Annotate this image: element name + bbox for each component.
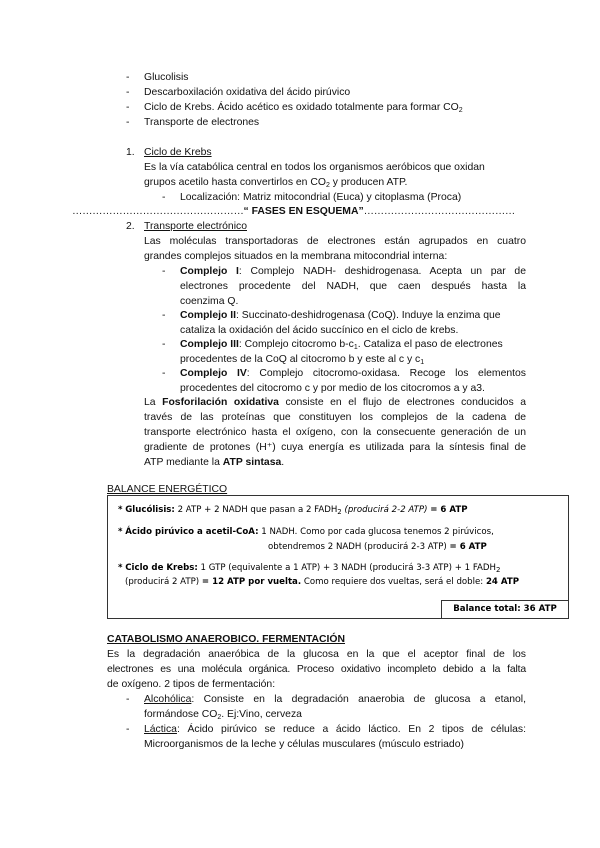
fosforilacion-line: través de las proteínas que constituyen los complejos de la cadena de — [144, 412, 526, 423]
krebs-line: Es la vía catabólica central en todos los organismos aeróbicos que oxidan — [144, 162, 485, 173]
transporte-line: grandes complejos situados en la membrana mitocondrial interna: — [144, 251, 448, 262]
bullet-dash: - — [162, 192, 166, 203]
lactica-item: Láctica: Ácido pirúvico se reduce a ácido láctico. En 2 tipos de células: — [144, 724, 526, 735]
alcoholica-line: formándose $CO_2$. Ej:Vino, cerveza — [144, 709, 302, 721]
bullet-dash: - — [126, 724, 130, 735]
fosforilacion-line: La Fosforilación oxidativa consiste en el flujo de electrones conducidos a — [144, 397, 526, 408]
krebs-localizacion: Localización: Matriz mitocondrial (Euca) y citoplasma (Proca) — [180, 192, 462, 203]
fosforilacion-line: gradiente de protones (H⁺) cuya energía es utilizada para la síntesis final de — [144, 442, 526, 453]
complejo-line: electrones procedente del NADH, que caen después hasta la — [180, 281, 526, 292]
complejo-line: procedentes del citocromo c y por medio de los citocromos a y a3. — [180, 383, 485, 394]
intro-item: Ciclo de Krebs. Ácido acético es oxidado totalmente para formar $CO_2$ — [144, 102, 463, 114]
section-number: 1. — [126, 147, 135, 158]
bullet-dash: - — [162, 266, 166, 277]
balance-heading: BALANCE ENERGÉTICO — [107, 484, 228, 495]
complejo-ii: Complejo II: Succinato-deshidrogenasa (CoQ). Induye la enzima que — [180, 310, 501, 321]
intro-item: Transporte de electrones — [144, 117, 260, 128]
balance-krebs-line: (producirá 2 ATP) = 12 ATP por vuelta. Como requiere dos vueltas, será el doble: 24 ATP — [125, 577, 520, 587]
complejo-iii: Complejo III: Complejo citocromo $b-c_1$. Cataliza el paso de electrones — [180, 339, 503, 351]
complejo-line: cataliza la oxidación del ácido succínico en el ciclo de krebs. — [180, 325, 459, 336]
transporte-line: Las moléculas transportadoras de electrones están agrupados en cuatro — [144, 236, 526, 247]
bullet-dash: - — [126, 694, 130, 705]
intro-item: Descarboxilación oxidativa del ácido pirúvico — [144, 87, 351, 98]
transporte-title: Transporte electrónico — [144, 221, 247, 232]
bullet-dash: - — [126, 72, 130, 83]
balance-piruvico-line: obtendremos 2 NADH (producirá 2-3 ATP) = 6 ATP — [268, 542, 487, 552]
fermentacion-heading: CATABOLISMO ANAEROBICO. FERMENTACIÓN — [107, 634, 346, 645]
balance-box — [107, 495, 569, 619]
fosforilacion-line: ATP mediante la ATP sintasa. — [144, 457, 285, 468]
bullet-dash: - — [162, 368, 166, 379]
fermentacion-line: electrones es una molécula orgánica. Proceso oxidativo incompleto debido a la falta — [107, 664, 526, 675]
krebs-title: Ciclo de Krebs — [144, 147, 212, 158]
balance-glucolisis: * Glucólisis: 2 ATP + 2 NADH que pasan a 2 $FADH_2$ (producirá 2-2 ATP) = 6 ATP — [118, 505, 468, 516]
lactica-line: Microorganismos de la leche y células musculares (músculo estriado) — [144, 739, 464, 750]
balance-piruvico: * Ácido pirúvico a acetil-CoA: 1 NADH. Como por cada glucosa tenemos 2 pirúvicos, — [118, 527, 494, 537]
complejo-line: procedentes de la CoQ al citocromo b y este al c y $c_1$ — [180, 354, 425, 366]
complejo-line: coenzima Q. — [180, 296, 239, 307]
balance-krebs: * Ciclo de Krebs: 1 GTP (equivalente a 1 ATP) + 3 NADH (producirá 3-3 ATP) + 1 $FADH_2$ — [118, 563, 501, 574]
bullet-dash: - — [162, 339, 166, 350]
bullet-dash: - — [126, 117, 130, 128]
krebs-line: grupos acetilo hasta convertirlos en $CO_2$ y producen ATP. — [144, 177, 408, 189]
fermentacion-line: Es la degradación anaeróbica de la glucosa en la que el aceptor final de los — [107, 649, 526, 660]
intro-item: Glucolisis — [144, 72, 189, 83]
bullet-dash: - — [126, 87, 130, 98]
complejo-i: Complejo I: Complejo NADH- deshidrogenasa. Acepta un par de — [180, 266, 526, 277]
complejo-iv: Complejo IV: Complejo citocromo-oxidasa. Recoge los elementos — [180, 368, 526, 379]
balance-total: Balance total: 36 ATP — [441, 600, 569, 619]
alcoholica-item: Alcohólica: Consiste en la degradación anaerobia de glucosa a etanol, — [144, 694, 526, 705]
section-divider: ……………………………………………“ FASES EN ESQUEMA”……………………………………… — [72, 206, 516, 217]
section-number: 2. — [126, 221, 135, 232]
bullet-dash: - — [126, 102, 130, 113]
bullet-dash: - — [162, 310, 166, 321]
fermentacion-line: de oxígeno. 2 tipos de fermentación: — [107, 679, 276, 690]
fosforilacion-line: transporte electrónico hasta el oxígeno, con la consecuente generación de un — [144, 427, 526, 438]
